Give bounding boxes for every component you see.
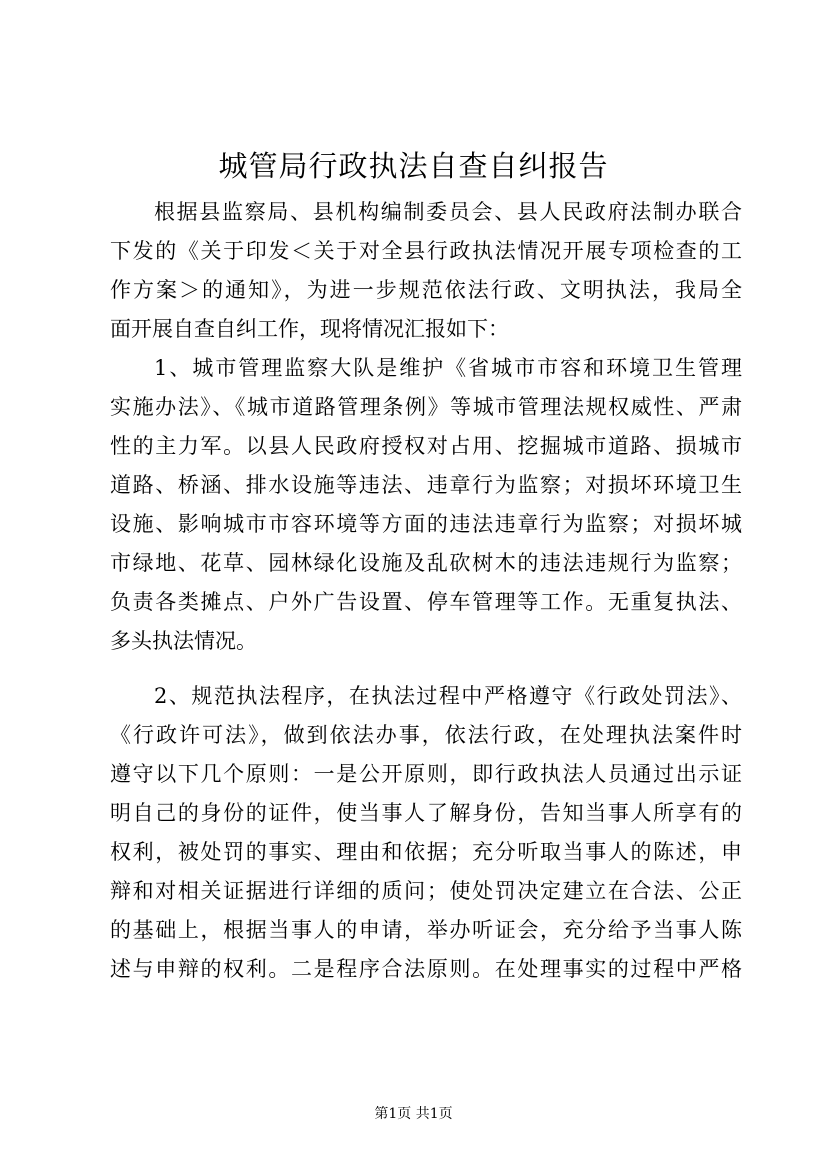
paragraph-line: 作方案＞的通知》，为进一步规范依法行政、文明执法，我局全 xyxy=(110,278,742,302)
paragraph-line: 遵守以下几个原则：一是公开原则，即行政执法人员通过出示证 xyxy=(110,762,742,786)
paragraph-line: 权利，被处罚的事实、理由和依据；充分听取当事人的陈述，申 xyxy=(110,840,742,864)
page-number-footer: 第1页 共1页 xyxy=(374,1106,453,1122)
paragraph-line: 面开展自查自纠工作，现将情况汇报如下： xyxy=(110,317,509,341)
paragraph-line: 道路、桥涵、排水设施等违法、违章行为监察；对损坏环境卫生 xyxy=(110,473,742,497)
document-body xyxy=(110,193,742,989)
paragraph-line: 多头执法情况。 xyxy=(110,629,257,653)
paragraph-line: 根据县监察局、县机构编制委员会、县人民政府法制办联合 xyxy=(154,200,742,224)
paragraph-line: 1、城市管理监察大队是维护《省城市市容和环境卫生管理 xyxy=(154,356,742,380)
paragraph-line: 辩和对相关证据进行详细的质问；使处罚决定建立在合法、公正 xyxy=(110,879,742,903)
paragraph-line: 的基础上，根据当事人的申请，举办听证会，充分给予当事人陈 xyxy=(110,918,742,942)
paragraph-line: 市绿地、花草、园林绿化设施及乱砍树木的违法违规行为监察； xyxy=(110,551,742,575)
paragraph-gap xyxy=(110,661,742,677)
paragraph-line: 实施办法》、《城市道路管理条例》等城市管理法规权威性、严肃 xyxy=(110,395,742,419)
paragraph-line: 明自己的身份的证件，使当事人了解身份，告知当事人所享有的 xyxy=(110,801,742,825)
paragraph-line: 《行政许可法》，做到依法办事，依法行政，在处理执法案件时 xyxy=(110,723,742,747)
paragraph-line: 负责各类摊点、户外广告设置、停车管理等工作。无重复执法、 xyxy=(110,590,742,614)
page-title: 城管局行政执法自查自纠报告 xyxy=(218,149,609,183)
paragraph-line: 设施、影响城市市容环境等方面的违法违章行为监察；对损坏城 xyxy=(110,512,742,536)
paragraph-line: 述与申辩的权利。二是程序合法原则。在处理事实的过程中严格 xyxy=(110,957,742,981)
paragraph-line: 性的主力军。以县人民政府授权对占用、挖掘城市道路、损城市 xyxy=(110,434,742,458)
paragraph-line: 2、规范执法程序，在执法过程中严格遵守《行政处罚法》、 xyxy=(154,684,742,708)
paragraph-line: 下发的《关于印发＜关于对全县行政执法情况开展专项检查的工 xyxy=(110,239,742,263)
